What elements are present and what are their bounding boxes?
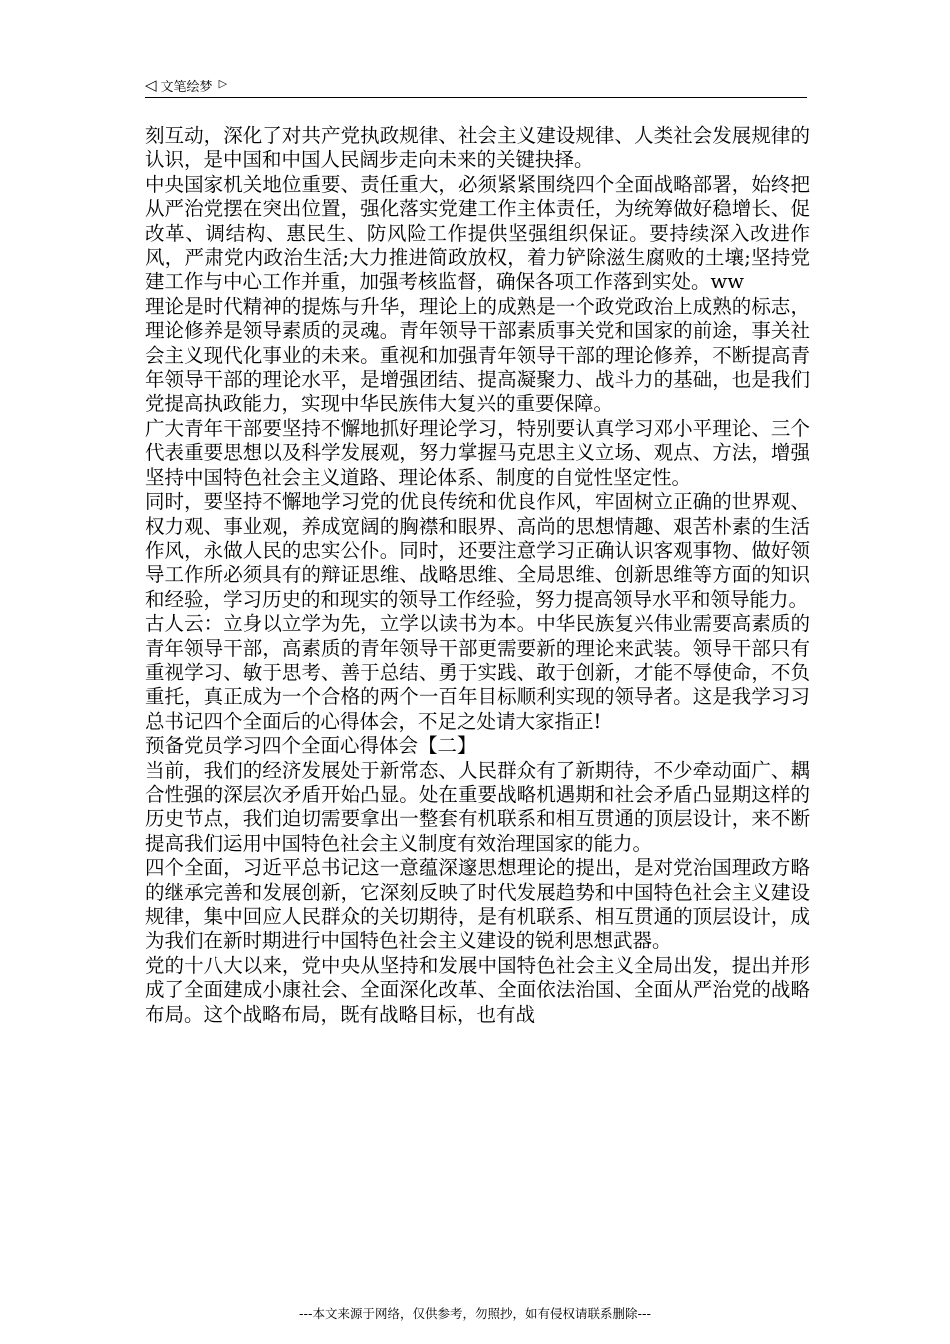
document-body [145,124,810,1027]
page-header [145,74,807,96]
left-triangle-icon: ◁ [145,75,157,94]
paragraph: 四个全面，习近平总书记这一意蕴深邃思想理论的提出，是对党治国理政方略的继承完善和发展创新，它深刻反映了时代发展趋势和中国特色社会主义建设规律，集中回应人民群众的关切期待，是有机联系、相互贯通的顶层设计，成为我们在新时期进行中国特色社会主义建设的锐利思想武器。 [145,856,810,953]
paragraph: 党的十八大以来，党中央从坚持和发展中国特色社会主义全局出发，提出并形成了全面建成小康社会、全面深化改革、全面依法治国、全面从严治党的战略布局。这个战略布局，既有战略目标，也有战 [145,953,810,1026]
header-divider [145,97,807,98]
paragraph: 广大青年干部要坚持不懈地抓好理论学习，特别要认真学习邓小平理论、三个代表重要思想以及科学发展观，努力掌握马克思主义立场、观点、方法，增强坚持中国特色社会主义道路、理论体系、制度的自觉性坚定性。 [145,416,810,489]
paragraph: 同时，要坚持不懈地学习党的优良传统和优良作风，牢固树立正确的世界观、权力观、事业观，养成宽阔的胸襟和眼界、高尚的思想情趣、艰苦朴素的生活作风，永做人民的忠实公仆。同时，还要注意学习正确认识客观事物、做好领导工作所必须具有的辩证思维、战略思维、全局思维、创新思维等方面的知识和经验，学习历史的和现实的领导工作经验，努力提高领导水平和领导能力。 [145,490,810,611]
section-heading: 预备党员学习四个全面心得体会【二】 [145,734,477,758]
paragraph: 古人云：立身以立学为先，立学以读书为本。中华民族复兴伟业需要高素质的青年领导干部，高素质的青年领导干部更需要新的理论来武装。领导干部只有重视学习、敏于思考、善于总结、勇于实践、敢于创新，才能不辱使命，不负重托，真正成为一个合格的两个一百年目标顺利实现的领导者。这是我学习习总书记四个全面后的心得体会，不足之处请大家指正! [145,612,810,733]
footer-notice: ---本文来源于网络，仅供参考，勿照抄，如有侵权请联系删除--- [298,1306,652,1321]
paragraph: 中央国家机关地位重要、责任重大，必须紧紧围绕四个全面战略部署，始终把从严治党摆在突出位置，强化落实党建工作主体责任，为统筹做好稳增长、促改革、调结构、惠民生、防风险工作提供坚强组织保证。要持续深入改进作风，严肃党内政治生活;大力推进简政放权，着力铲除滋生腐败的土壤;坚持党建工作与中心工作并重，加强考核监督，确保各项工作落到实处。ww [145,172,810,294]
paragraph: 刻互动，深化了对共产党执政规律、社会主义建设规律、人类社会发展规律的认识，是中国和中国人民阔步走向未来的关键抉择。 [145,124,810,172]
paragraph: 理论是时代精神的提炼与升华，理论上的成熟是一个政党政治上成熟的标志，理论修养是领导素质的灵魂。青年领导干部素质事关党和国家的前途，事关社会主义现代化事业的未来。重视和加强青年领导干部的理论修养，不断提高青年领导干部的理论水平，是增强团结、提高凝聚力、战斗力的基础，也是我们党提高执政能力，实现中华民族伟大复兴的重要保障。 [145,294,810,416]
paragraph: 当前，我们的经济发展处于新常态、人民群众有了新期待，不少牵动面广、耦合性强的深层次矛盾开始凸显。处在重要战略机遇期和社会矛盾凸显期这样的历史节点，我们迫切需要拿出一整套有机联系和相互贯通的顶层设计，来不断提高我们运用中国特色社会主义制度有效治理国家的能力。 [145,758,810,855]
right-triangle-icon: ▷ [218,76,228,90]
header-title: 文笔绘梦 [160,79,213,95]
